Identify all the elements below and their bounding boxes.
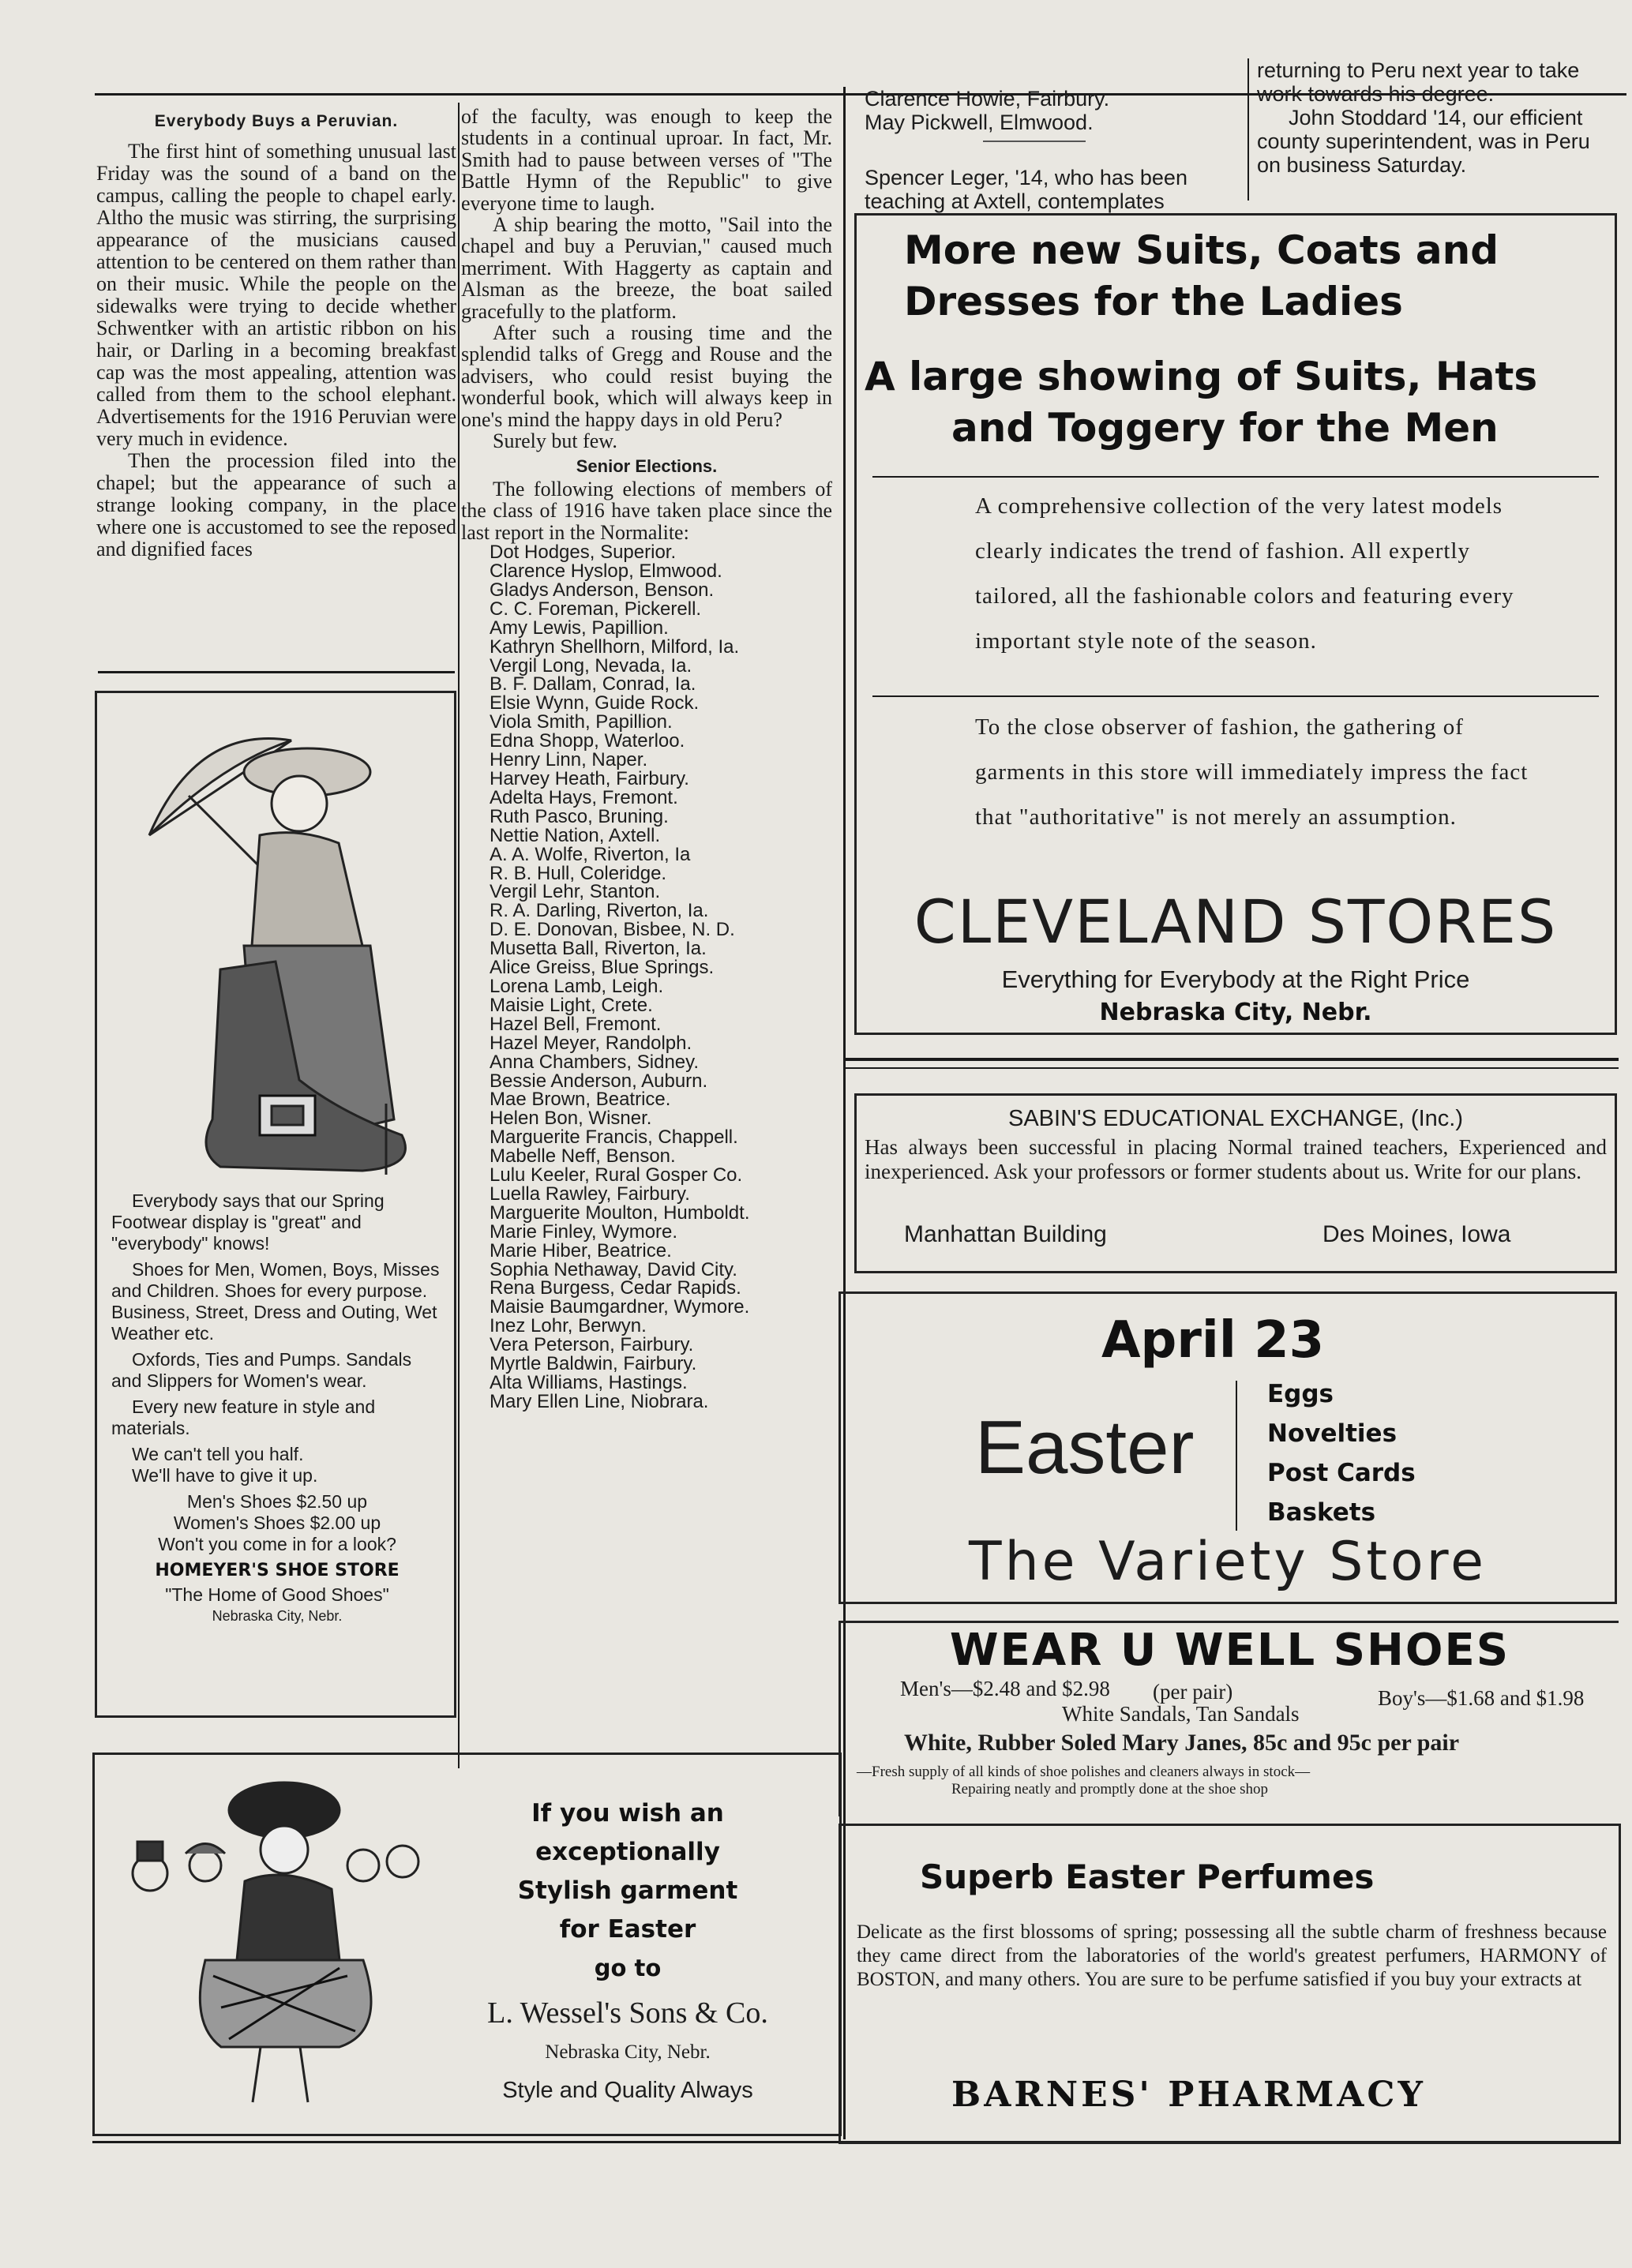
- wessel-line: exceptionally: [535, 1838, 720, 1866]
- elected-name: Hazel Bell, Fremont.: [490, 1013, 662, 1035]
- article-paragraph: The first hint of something unusual last Friday was the sound of a band on the campus, calling the people to chapel early. Altho the music was stirring, the surprising appearance of the musicians caused attention to be centered on them rather than on their music. While the people on the sidewalks were trying to decide whether Schwentker with an artistic ribbon on his hair, or Darling in a becoming breakfast cap was the most appealing, attention was called from them to the school elephant. Advertisements for the 1916 Peruvian were very much in evidence.: [96, 140, 456, 450]
- personal-line: May Pickwell, Elmwood.: [865, 111, 1094, 134]
- shoe-ad-paragraph: We can't tell you half.: [132, 1444, 304, 1464]
- personal-line: Spencer Leger, '14, who has been: [865, 166, 1187, 189]
- wessel-store-name: L. Wessel's Sons & Co.: [487, 1996, 768, 2030]
- fashion-crowd-illustration: [103, 1771, 434, 2118]
- shoe-ad-paragraph: We'll have to give it up.: [132, 1465, 318, 1486]
- elected-name: Harvey Heath, Fairbury.: [490, 768, 689, 789]
- senior-elections-heading: Senior Elections.: [576, 455, 718, 476]
- perfume-title: Superb Easter Perfumes: [920, 1858, 1375, 1896]
- wearu-boys-price: Boy's—$1.68 and $1.98: [1378, 1686, 1585, 1710]
- elected-name: Marie Finley, Wymore.: [490, 1220, 678, 1243]
- shoe-ad-paragraph: Every new feature in style and materials.: [111, 1396, 376, 1438]
- elected-name: R. A. Darling, Riverton, Ia.: [490, 900, 709, 922]
- elected-name: R. B. Hull, Coleridge.: [490, 862, 667, 884]
- cleveland-paragraph: To the close observer of fashion, the gathering of garments in this store will immediately impress the fact that "authoritative" is not merely an assumption.: [975, 714, 1529, 830]
- wessel-line: If you wish an: [531, 1799, 724, 1828]
- elected-name: Gladys Anderson, Benson.: [490, 579, 715, 601]
- elected-name: Clarence Hyslop, Elmwood.: [490, 560, 722, 583]
- sabin-educational-exchange-ad: [854, 1093, 1617, 1273]
- cleveland-headline: More new Suits, Coats and: [904, 227, 1499, 273]
- cleveland-paragraph: A comprehensive collection of the very latest models clearly indicates the trend of fashion. All expertly tailored, all the fashionable colors and featuring every important style note of the season.: [975, 493, 1514, 654]
- elected-name: Lorena Lamb, Leigh.: [490, 975, 664, 997]
- shoe-store-city: Nebraska City, Nebr.: [212, 1608, 343, 1624]
- elected-name: Edna Shopp, Waterloo.: [490, 730, 685, 752]
- lady-umbrella-shoe-illustration: [102, 709, 449, 1183]
- divider: [872, 695, 1599, 697]
- wearu-per-pair: (per pair): [1153, 1680, 1233, 1704]
- col1-article-end-rule: [98, 671, 455, 673]
- sabin-city: Des Moines, Iowa: [1322, 1221, 1511, 1247]
- shoe-ad-paragraph: Everybody says that our Spring Footwear display is "great" and "everybody" knows!: [111, 1190, 385, 1254]
- elected-name: Marie Hiber, Beatrice.: [490, 1239, 672, 1261]
- wessel-line: go to: [594, 1955, 662, 1981]
- elected-name: Maisie Baumgardner, Wymore.: [490, 1296, 750, 1318]
- elected-name: Myrtle Baldwin, Fairbury.: [490, 1353, 697, 1375]
- elected-name: Mae Brown, Beatrice.: [490, 1089, 671, 1111]
- elected-name: Inez Lohr, Berwyn.: [490, 1315, 647, 1337]
- wearu-mens-price: Men's—$2.48 and $2.98: [900, 1677, 1110, 1700]
- article-continued: [461, 106, 832, 1411]
- barnes-pharmacy-perfume-ad: [839, 1824, 1621, 2144]
- elected-name: Henry Linn, Naper.: [490, 749, 648, 771]
- divider: [1236, 1381, 1237, 1531]
- mens-shoes-price: Men's Shoes $2.50 up: [186, 1491, 368, 1512]
- personal-line: Clarence Howie, Fairbury.: [865, 87, 1110, 111]
- sabin-building: Manhattan Building: [904, 1221, 1107, 1247]
- article-paragraph: of the faculty, was enough to keep the students in a continual uproar. In fact, Mr. Smith had to pause between verses of "The Battle Hymn of the Republic" to give everyone time to laugh.: [461, 105, 832, 215]
- separator: [983, 141, 1086, 166]
- elected-name: Mary Ellen Line, Niobrara.: [490, 1390, 709, 1412]
- elected-name: Rena Burgess, Cedar Rapids.: [490, 1277, 741, 1299]
- wearu-sandals: White Sandals, Tan Sandals: [1062, 1702, 1300, 1726]
- sabin-title: SABIN'S EDUCATIONAL EXCHANGE, (Inc.): [1008, 1106, 1463, 1131]
- elected-name: Hazel Meyer, Randolph.: [490, 1032, 692, 1054]
- shoe-store-name: HOMEYER'S SHOE STORE: [155, 1561, 400, 1580]
- wearu-mary-janes: White, Rubber Soled Mary Janes, 85c and 95c per pair: [904, 1730, 1460, 1756]
- easter-item: Eggs: [1267, 1380, 1334, 1408]
- elected-name: Marguerite Francis, Chappell.: [490, 1127, 738, 1149]
- wearu-repair-note: Repairing neatly and promptly done at the shoe shop: [951, 1781, 1269, 1798]
- elected-name: Luella Rawley, Fairbury.: [490, 1183, 690, 1205]
- elected-name: Mabelle Neff, Benson.: [490, 1145, 676, 1168]
- elected-name: Kathryn Shellhorn, Milford, Ia.: [490, 635, 740, 658]
- elected-name: Nettie Nation, Axtell.: [490, 824, 661, 846]
- double-rule: [845, 1058, 1619, 1061]
- cleveland-store-name: CLEVELAND STORES: [914, 887, 1558, 957]
- pharmacy-name: BARNES' PHARMACY: [951, 2075, 1426, 2115]
- shoe-store-slogan: "The Home of Good Shoes": [165, 1584, 389, 1605]
- elected-name: Viola Smith, Papillion.: [490, 711, 673, 733]
- personal-line: work towards his degree.: [1257, 82, 1495, 106]
- elected-name: A. A. Wolfe, Riverton, Ia: [490, 843, 691, 865]
- easter-item: Novelties: [1267, 1419, 1398, 1448]
- elected-name: Anna Chambers, Sidney.: [490, 1051, 700, 1073]
- cleveland-headline: and Toggery for the Men: [951, 405, 1499, 451]
- wearu-polish-note: —Fresh supply of all kinds of shoe polishes and cleaners always in stock—: [857, 1764, 1311, 1780]
- elected-name: Ruth Pasco, Bruning.: [490, 805, 669, 827]
- easter-word: Easter: [975, 1405, 1195, 1490]
- easter-items-list: [1267, 1374, 1416, 1532]
- personal-line: returning to Peru next year to take: [1257, 58, 1580, 82]
- elected-name: Dot Hodges, Superior.: [490, 542, 677, 564]
- article-heading: Everybody Buys a Peruvian.: [154, 112, 399, 130]
- personal-line: on business Saturday.: [1257, 153, 1467, 177]
- easter-item: Baskets: [1267, 1498, 1376, 1527]
- variety-store-easter-ad: [839, 1291, 1617, 1604]
- elected-name: C. C. Foreman, Pickerell.: [490, 598, 702, 620]
- easter-date: April 23: [1101, 1311, 1325, 1370]
- cleveland-tagline: Everything for Everybody at the Right Price: [1001, 965, 1470, 993]
- elected-name: Vergil Lehr, Stanton.: [490, 881, 661, 903]
- wessel-line: for Easter: [559, 1915, 696, 1944]
- elected-name: Alta Williams, Hastings.: [490, 1372, 688, 1393]
- wessel-line: Stylish garment: [517, 1876, 738, 1905]
- divider: [872, 476, 1599, 478]
- cleveland-stores-ad: [854, 213, 1617, 1035]
- personal-line: county superintendent, was in Peru: [1257, 129, 1590, 153]
- shoe-ad-invite: Won't you come in for a look?: [158, 1534, 396, 1554]
- double-rule: [845, 1067, 1619, 1069]
- shoe-ad-paragraph: Oxfords, Ties and Pumps. Sandals and Slippers for Women's wear.: [111, 1349, 412, 1391]
- column-divider-top-right: [1247, 58, 1249, 201]
- elected-name: Vergil Long, Nevada, Ia.: [490, 654, 692, 677]
- article-paragraph: Then the procession filed into the chapel; but the appearance of such a strange looking company, in the place where one is accustomed to see the reposed and dignified faces: [96, 449, 456, 560]
- elected-name: D. E. Donovan, Bisbee, N. D.: [490, 919, 735, 941]
- wessel-city: Nebraska City, Nebr.: [545, 2041, 711, 2063]
- elected-name: Musetta Ball, Riverton, Ia.: [490, 938, 707, 960]
- article-paragraph: A ship bearing the motto, "Sail into the chapel and buy a Peruvian," caused much merriment. With Haggerty as captain and Alsman as the breeze, the boat sailed gracefully to the platform.: [461, 213, 832, 323]
- article-paragraph: Surely but few.: [493, 429, 617, 453]
- cleveland-headline: A large showing of Suits, Hats: [865, 354, 1538, 399]
- article-paragraph: After such a rousing time and the splendid talks of Gregg and Rouse and the advisers, who could resist buying the wonderful book, which will always keep in one's mind the happy days in old Peru?: [461, 321, 832, 431]
- elected-name: Helen Bon, Wisner.: [490, 1108, 652, 1130]
- senior-elections-intro: The following elections of members of the class of 1916 have taken place since the last report in the Normalite:: [461, 477, 832, 544]
- wearu-title: WEAR U WELL SHOES: [949, 1625, 1510, 1676]
- elected-name: Bessie Anderson, Auburn.: [490, 1070, 708, 1092]
- sabin-body: Has always been successful in placing Normal trained teachers, Experienced and inexperienced. Ask your professors or former students about us. Write for our plans.: [865, 1135, 1607, 1183]
- elected-name: Vera Peterson, Fairbury.: [490, 1334, 694, 1356]
- elected-name: B. F. Dallam, Conrad, Ia.: [490, 673, 696, 695]
- wessel-slogan: Style and Quality Always: [502, 2078, 753, 2103]
- elected-name: Lulu Keeler, Rural Gosper Co.: [490, 1164, 743, 1186]
- perfume-body: Delicate as the first blossoms of spring; possessing all the subtle charm of freshness because they came direct from the laboratories of the world's greatest perfumers, HARMONY of BOSTON, and many others. You are sure to be perfume satisfied if you buy your extracts at: [857, 1921, 1607, 1990]
- shoe-ad-paragraph: Shoes for Men, Women, Boys, Misses and Children. Shoes for every purpose. Business, Street, Dress and Outing, Wet Weather etc.: [111, 1259, 440, 1344]
- variety-store-name: The Variety Store: [969, 1531, 1487, 1593]
- elected-name: Maisie Light, Crete.: [490, 994, 653, 1016]
- cleveland-city: Nebraska City, Nebr.: [1099, 999, 1372, 1026]
- personal-line: John Stoddard '14, our efficient: [1289, 106, 1583, 129]
- personals-left: [865, 87, 1244, 213]
- elected-name: Marguerite Moulton, Humboldt.: [490, 1201, 750, 1224]
- elected-name: Amy Lewis, Papillion.: [490, 617, 669, 639]
- womens-shoes-price: Women's Shoes $2.00 up: [173, 1513, 381, 1533]
- column-divider-1: [458, 103, 460, 1768]
- wessel-garment-ad: [92, 1753, 842, 2136]
- homeyer-shoe-ad: [95, 691, 456, 1718]
- cleveland-headline: Dresses for the Ladies: [904, 279, 1403, 324]
- elected-name: Alice Greiss, Blue Springs.: [490, 957, 715, 979]
- easter-item: Post Cards: [1267, 1459, 1416, 1487]
- personal-line: teaching at Axtell, contemplates: [865, 189, 1165, 213]
- personals-right: [1257, 58, 1628, 177]
- elected-name: Elsie Wynn, Guide Rock.: [490, 692, 700, 714]
- wear-u-well-shoes-ad: [839, 1621, 1619, 1816]
- elected-name: Adelta Hays, Fremont.: [490, 786, 678, 808]
- elected-name: Sophia Nethaway, David City.: [490, 1258, 737, 1280]
- article-everybody-buys-peruvian: [96, 111, 456, 560]
- elected-names-list: [461, 543, 832, 1411]
